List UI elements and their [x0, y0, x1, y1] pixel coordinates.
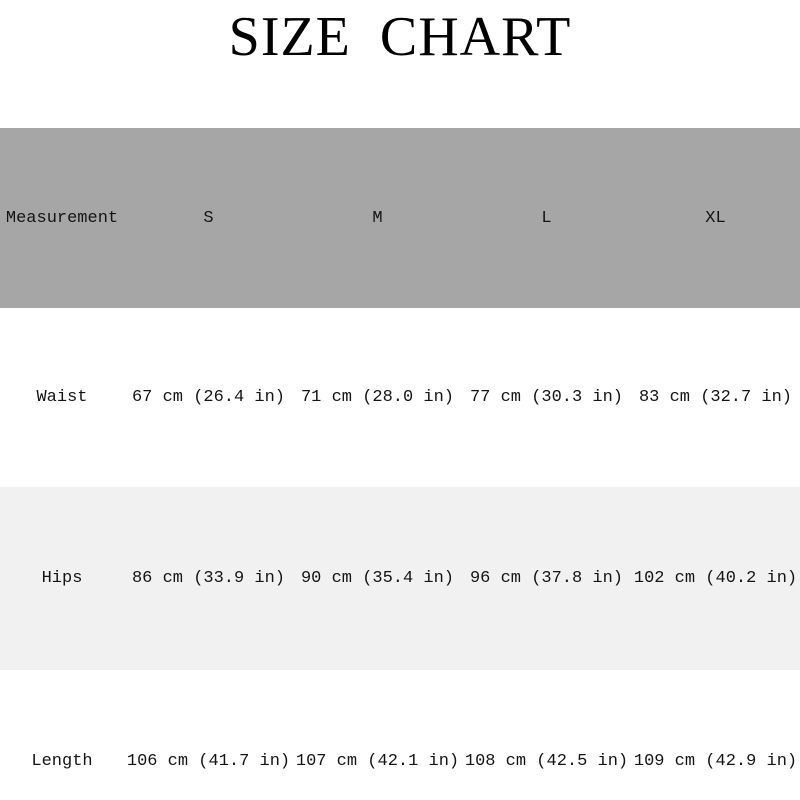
- table-header-row: [0, 128, 800, 308]
- column-header-size-s: S: [203, 208, 214, 228]
- column-header-size-l: L: [541, 208, 552, 228]
- cell-waist-l: 77 cm (30.3 in): [469, 388, 624, 407]
- title-bar: [0, 0, 800, 128]
- table-row-length: [0, 670, 800, 800]
- cell-waist-xl: 83 cm (32.7 in): [638, 388, 793, 407]
- cell-waist-s: 67 cm (26.4 in): [131, 388, 286, 407]
- cell-waist-m: 71 cm (28.0 in): [300, 388, 455, 407]
- size-chart-table: [0, 128, 800, 800]
- column-header-size-m: M: [372, 208, 383, 228]
- table-row-hips: [0, 487, 800, 670]
- cell-length-s: 106 cm (41.7 in): [126, 751, 291, 771]
- cell-hips-m: 90 cm (35.4 in): [300, 569, 455, 588]
- table-row-waist: [0, 308, 800, 487]
- row-label-waist: Waist: [36, 388, 88, 407]
- cell-length-m: 107 cm (42.1 in): [295, 751, 460, 771]
- cell-hips-s: 86 cm (33.9 in): [131, 569, 286, 588]
- row-label-hips: Hips: [41, 569, 83, 588]
- page-title: SIZE CHART: [228, 6, 572, 68]
- cell-length-xl: 109 cm (42.9 in): [633, 751, 798, 771]
- cell-hips-xl: 102 cm (40.2 in): [633, 569, 798, 588]
- column-header-measurement: Measurement: [5, 208, 119, 228]
- column-header-size-xl: XL: [705, 208, 726, 228]
- cell-length-l: 108 cm (42.5 in): [464, 751, 629, 771]
- cell-hips-l: 96 cm (37.8 in): [469, 569, 624, 588]
- row-label-length: Length: [31, 751, 93, 771]
